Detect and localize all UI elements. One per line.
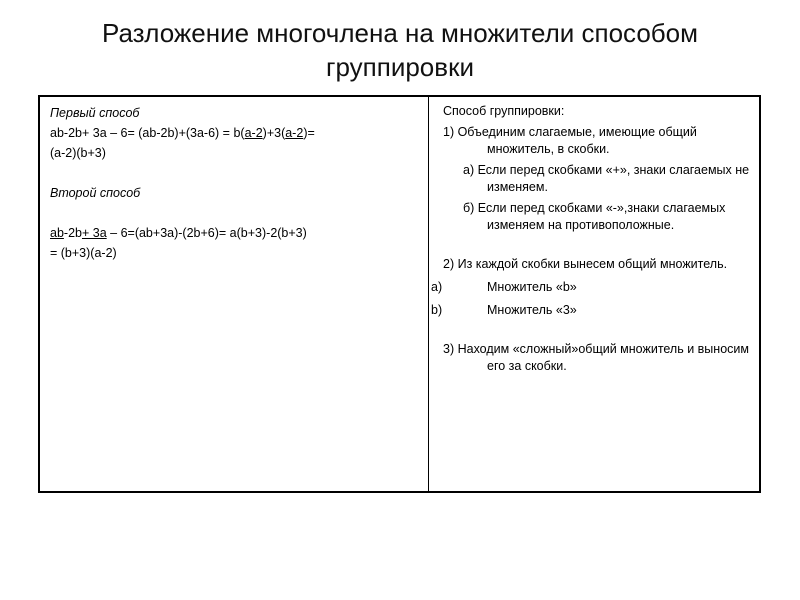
step-2a bbox=[431, 279, 755, 296]
step-2b-text: Множитель «3» bbox=[487, 303, 577, 317]
second-method-line-1 bbox=[50, 223, 420, 243]
second-method-part-2: – 6=(ab+3a)-(2b+6)= a(b+3)-2(b+3) bbox=[106, 226, 307, 240]
first-method-part-1: ab-2b+ 3a – 6= (ab-2b)+(3a-6) = b( bbox=[50, 126, 245, 140]
second-method-line-2: = (b+3)(a-2) bbox=[50, 246, 117, 260]
step-1b: б) Если перед скобками «-»,знаки слагаемых изменяем на противоположные. bbox=[463, 201, 726, 232]
first-method-underlined-2: a-2 bbox=[285, 126, 304, 140]
first-method-underlined-1: a-2 bbox=[244, 126, 263, 140]
step-1a: а) Если перед скобками «+», знаки слагаемых не изменяем. bbox=[463, 163, 750, 194]
second-method-underlined-2: + 3a bbox=[81, 226, 107, 240]
step-2a-letter: a) bbox=[431, 280, 443, 294]
step-2: 2) Из каждой скобки вынесем общий множитель. bbox=[443, 257, 728, 271]
first-method-line-1 bbox=[50, 123, 420, 143]
right-column bbox=[431, 103, 755, 375]
left-column bbox=[50, 103, 420, 263]
step-2b-letter: b) bbox=[431, 303, 443, 317]
first-method-line-2: (a-2)(b+3) bbox=[50, 146, 106, 160]
spacer bbox=[50, 203, 420, 223]
step-2a-text: Множитель «b» bbox=[487, 280, 577, 294]
first-method-part-2: )+3( bbox=[262, 126, 286, 140]
second-method-underlined-1: ab bbox=[50, 226, 64, 240]
grouping-heading: Способ группировки: bbox=[443, 104, 565, 118]
title-line-1: Разложение многочлена на множители способом bbox=[101, 18, 699, 48]
slide-title bbox=[0, 16, 800, 84]
step-1: 1) Объединим слагаемые, имеющие общий множитель, в скобки. bbox=[443, 125, 697, 156]
first-method-part-3: )= bbox=[303, 126, 315, 140]
column-divider bbox=[428, 97, 429, 491]
step-3: 3) Находим «сложный»общий множитель и выносим его за скобки. bbox=[443, 342, 749, 373]
first-method-heading: Первый способ bbox=[50, 106, 140, 120]
spacer bbox=[50, 163, 420, 183]
second-method-part-1: -2b bbox=[63, 226, 82, 240]
title-line-2: группировки bbox=[326, 52, 474, 82]
content-table bbox=[38, 95, 761, 493]
step-2b bbox=[431, 302, 755, 319]
second-method-heading: Второй способ bbox=[50, 186, 141, 200]
